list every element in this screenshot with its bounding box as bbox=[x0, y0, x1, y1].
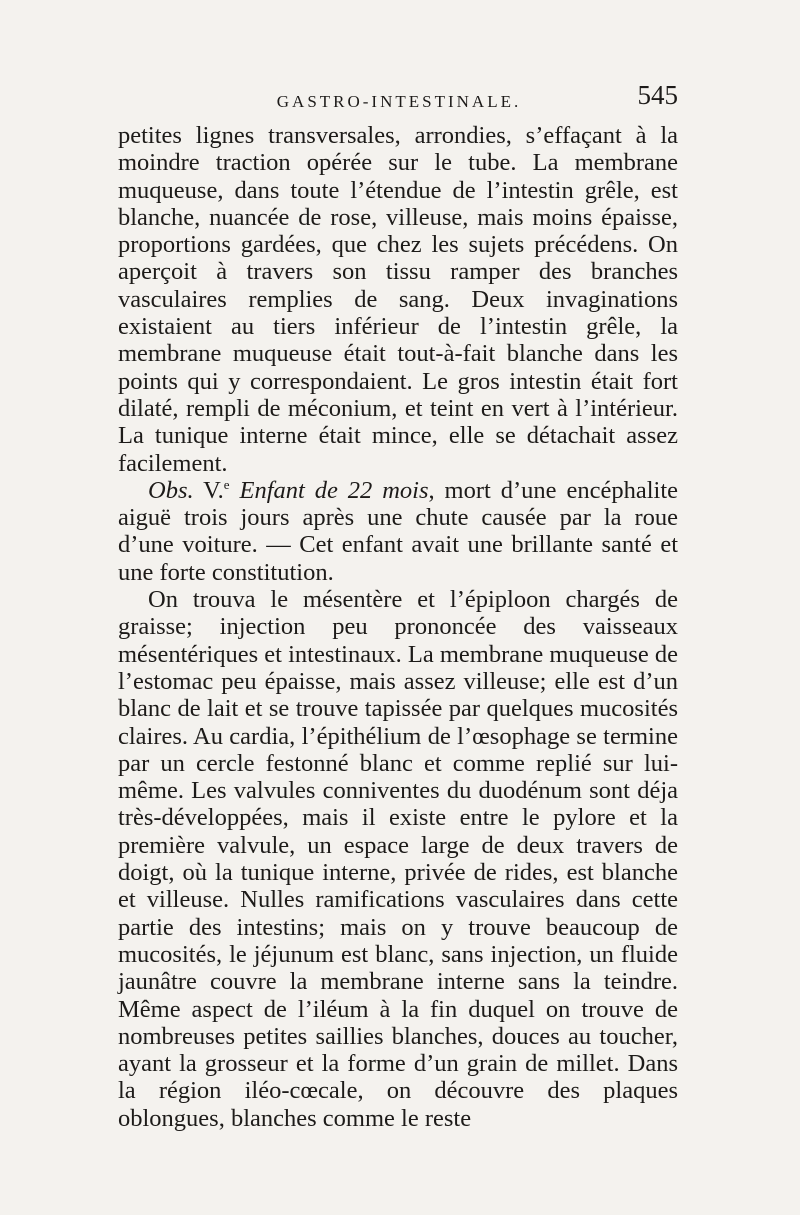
body-text bbox=[118, 122, 678, 1132]
autopsy-paragraph: On trouva le mésentère et l’épiploon chargés de graisse; injection peu prononcée des vaisseaux mésentériques et intestinaux. La membrane muqueuse de l’estomac peu épaisse, mais assez villeuse; elle est d’un blanc de lait et se trouve tapissée par quelques mucosités claires. Au cardia, l’épithélium de l’œsophage se termine par un cercle festonné blanc et comme replié sur lui-même. Les valvules conniventes du duodénum sont déja très-développées, mais il existe entre le pylore et la première valvule, un espace large de deux travers de doigt, où la tunique interne, privée de rides, est blanche et villeuse. Nulles ramifications vasculaires dans cette partie des intestins; mais on y trouve beaucoup de mucosités, le jéjunum est blanc, sans injection, un fluide jaunâtre couvre la membrane interne sans la teindre. Même aspect de l’iléum à la fin duquel on trouve de nombreuses petites saillies blanches, douces au toucher, ayant la grosseur et la forme d’un grain de millet. Dans la région iléo-cœcale, on découvre des plaques oblongues, blanches comme le reste bbox=[118, 586, 678, 1132]
observation-text: , mort d’une encéphalite aiguë trois jours après une chute causée par la roue d’une voiture. — Cet enfant avait une brillante santé et une forte constitution. bbox=[118, 476, 678, 586]
running-title: GASTRO-INTESTINALE. bbox=[276, 92, 522, 111]
observation-number-sup: e bbox=[223, 476, 230, 492]
observation-paragraph bbox=[118, 477, 678, 586]
paragraph-continuation: petites lignes transversales, arrondies, s’effaçant à la moindre traction opérée sur le tube. La membrane muqueuse, dans toute l’étendue de l’intestin grêle, est blanche, nuancée de rose, villeuse, mais moins épaisse, proportions gardées, que chez les sujets précédens. On aperçoit à travers son tissu ramper des branches vasculaires remplies de sang. Deux invaginations existaient au tiers inférieur de l’intestin grêle, la membrane muqueuse était tout-à-fait blanche dans les points qui y correspondaient. Le gros intestin était fort dilaté, rempli de méconium, et teint en vert à l’intérieur. La tunique interne était mince, elle se détachait assez facilement. bbox=[118, 122, 678, 477]
observation-subject: Enfant de 22 mois bbox=[239, 476, 429, 504]
observation-number: V. bbox=[203, 476, 224, 504]
page-number: 545 bbox=[637, 80, 678, 110]
observation-label: Obs. bbox=[148, 476, 194, 504]
